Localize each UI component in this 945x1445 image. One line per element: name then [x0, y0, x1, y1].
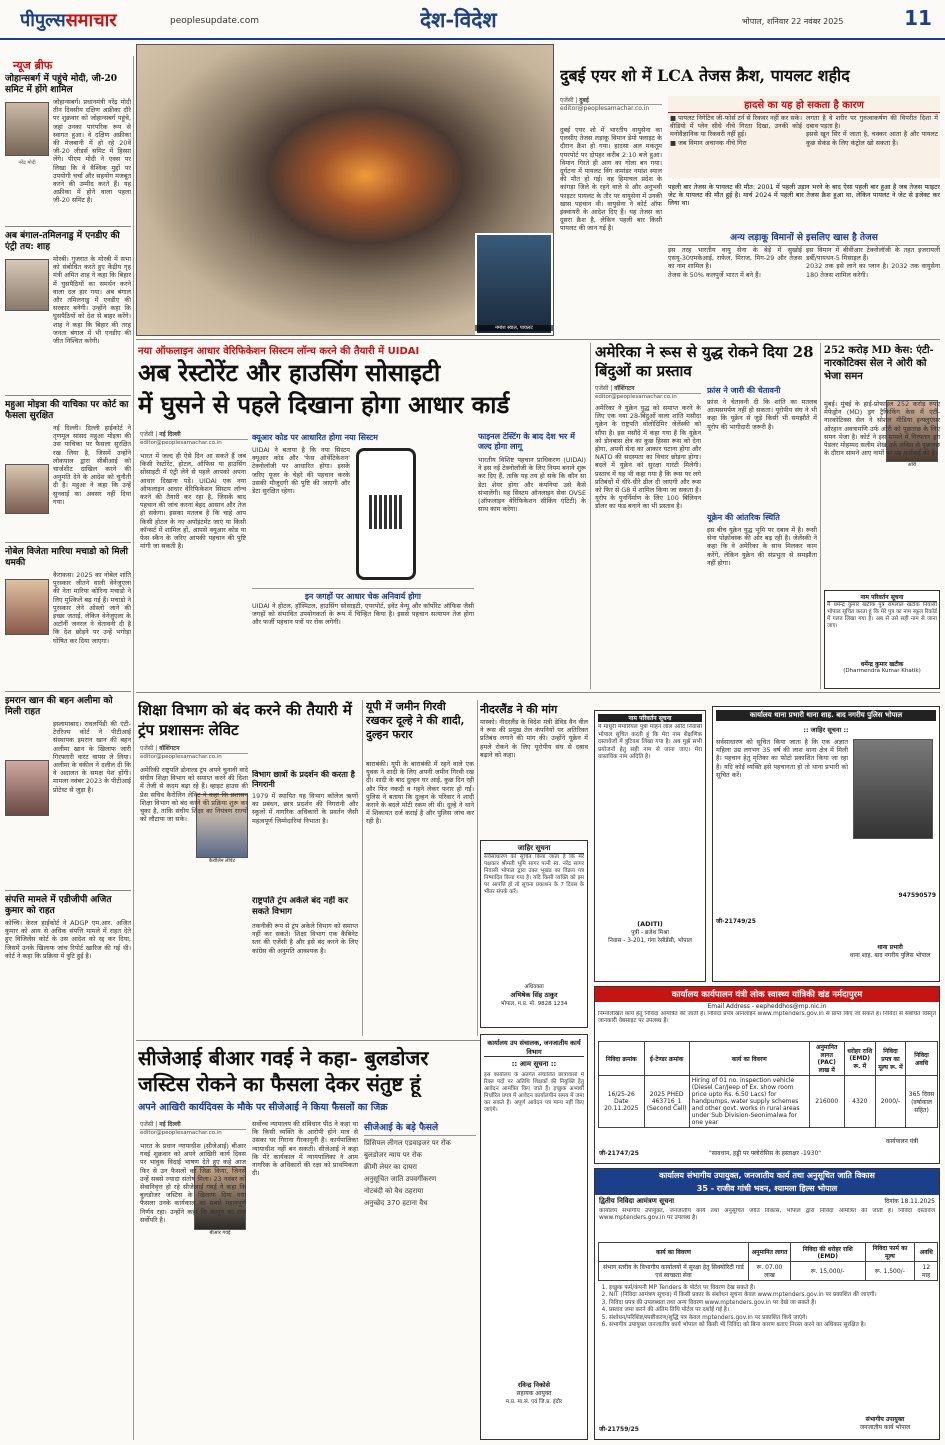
pilot-inset-photo	[475, 233, 553, 335]
brief-5-headline: इमरान खान की बहन अलीमा को मिली राहत	[5, 696, 113, 717]
phed-tender-slogan: "सावधान, हड्डी पर फ्लोरोसिस के हस्ताक्षर -1930"	[708, 1150, 822, 1157]
name-change-signatory: धर्मेन्द्र कुमार खटीक	[860, 661, 904, 668]
tribal-tender-signature	[835, 1415, 935, 1431]
brief-3-headline: महुआ मोइत्रा की याचिका पर कोर्ट का फैसला सुरक्षित	[5, 400, 129, 421]
col-tender-no: निविदा क्रमांक	[599, 1042, 645, 1076]
news-brief-column	[5, 56, 131, 1440]
term-item: 2. NIT (निविदा आमंत्रण सूचना) में किसी प्रकार के संशोधन सूचना केवल www.mptenders.gov.in पर प्रकाशित की जाएगी।	[609, 1292, 935, 1299]
cause-item: लगता है वे शरीर पर गुरुत्वाकर्षण की विपरीत दिशा में दबाव पड़ता है।	[806, 114, 938, 131]
column-rule	[362, 700, 363, 1036]
col-emd: धरोहर राशि (EMD) रू. में	[844, 1042, 875, 1076]
us-sub1-heading: फ्रांस ने जारी की चेतावनी	[707, 386, 781, 395]
tribal-office-subtitle: :: आम सूचना ::	[511, 1060, 557, 1068]
cause-list-right	[806, 114, 938, 176]
column-rule	[820, 343, 821, 689]
cause-item: ■ जब विमान अचानक नीचे गिरा	[670, 138, 747, 147]
cell: 12 माह	[915, 1262, 938, 1281]
divider	[5, 226, 131, 227]
nl-body: मास्को। नीदरलैंड के विदेश मंत्री डेविड वैन वील ने रूस की प्रमुख तेल कंपनियों पर अतिरिक्त प्रतिबंध लगाने की मांग की। उन्होंने यूक्रेन में हमले रोकने के लिए यूरोपीय संघ से दबाव बढ़ाने को कहा।	[480, 718, 588, 759]
name-change-notice-address: निवास - 3-201, गंगा रेसीडेंसी, भोपाल	[608, 938, 692, 944]
name-change-notice	[594, 710, 706, 982]
tribal-tender-date: दिनांक 18.11.2025	[884, 1198, 935, 1205]
us-agency: एजेंसी	[595, 385, 609, 392]
aadhaar-sub1-body: UIDAI ने बताया है कि नया सिस्टम क्यूआर कोड और 'फेस ऑथेंटिकेशन' टेक्नोलॉजी पर आधारित होगा। इसके जरिए यूजर के चेहरे की पहचान करके उसकी मौजूदगी की पुष्टि की जाएगी और डेटा सुरक्षित रहेगा।	[252, 446, 350, 496]
phed-tender-notice	[594, 986, 940, 1164]
aadhaar-sub1-heading: क्यूआर कोड पर आधारित होगा नया सिस्टम	[252, 433, 378, 442]
col-work-desc: कार्य का विवरण	[599, 1243, 749, 1262]
cji-byline: एजेंसी | नई दिल्ली	[140, 1120, 246, 1130]
edu-email: editor@peoplesamachar.co.in	[140, 754, 222, 760]
aadhaar-body: भारत में जल्द ही ऐसे दिन आ सकते हैं जब किसी रेस्टोरेंट, होटल, ऑफिस या हाउसिंग सोसाइटी में एंट्री लेने से पहले आपको अपना आधार दिखाना पड़े। UIDAI एक नया ऑफलाइन आधार वेरिफिकेशन सिस्टम लॉन्च करने की तैयारी कर रहा है, जिसके बाद पहचान की जांच करना बेहद आसान और तेज हो सकेगा। इसका मतलब है कि चाहे आप किसी होटल के नए अपॉइंटमेंट जाएं या किसी कॉन्सर्ट में शामिल हों, आपसे क्यूआर कोड या फेस स्कैन के जरिए आपकी पहचान की पुष्टि मांगी जा सकती है।	[140, 452, 246, 551]
edu-agency: एजेंसी	[140, 745, 154, 752]
brief-6-headline: संपत्ति मामले में एडीजीपी अजित कुमार को राहत	[5, 895, 112, 916]
brief-3-body: नई दिल्ली। दिल्ली हाईकोर्ट ने तृणमूल सांसद महुआ मोइत्रा की उस याचिका पर फैसला सुरक्षित रख लिया है, जिसमें उन्होंने लोकपाल द्वारा सीबीआई को चार्जशीट दाखिल करने की अनुमति देने के आदेश को चुनौती दी है। महुआ ने कहा कि उन्हें सुनवाई का अवसर नहीं दिया गया।	[53, 424, 131, 506]
cell: Hiring of 01 no. inspection vehicle (Diesel Car/Jeep of Ex. show room price upto Rs. 6.50 Lacs) for handpumps, water supply schemes and other govt. works in rural areas under Sub Division-Seonimalwa for one year	[689, 1076, 809, 1128]
tribal-office-notice	[480, 1034, 588, 1440]
tribal-tender-signer: संभागीय उपायुक्त	[865, 1416, 905, 1423]
name-change-signatory-en: (Dharmendra Kumar Khatik)	[843, 668, 921, 674]
us-sub1-body: फ्रांस ने चेतावनी दी कि शांति का मतलब आत्मसमर्पण नहीं हो सकता। यूरोपीय संघ ने भी कहा कि यूक्रेन से जुड़े किसी भी समझौते में यूरोप की भागीदारी जरूरी है।	[707, 398, 817, 431]
section-rule	[136, 339, 940, 340]
aadhaar-headline-2: में घुसने से पहले दिखाना होगा आधार कार्ड	[138, 390, 510, 419]
divider	[5, 890, 131, 891]
column-rule	[133, 56, 134, 1440]
tribal-office-signer: रविन्द्र निकोसे	[517, 1381, 551, 1389]
police-notice	[712, 706, 940, 982]
term-item: 4. प्रस्ताव जमा करने की अंतिम तिथि पोर्टल पर दर्शाई गई है।	[609, 1307, 935, 1314]
cji-place: नई दिल्ली	[159, 1121, 181, 1128]
special-list-right	[806, 246, 940, 334]
brief-1-body: जोहान्सबर्ग। प्रधानमंत्री नरेंद्र मोदी तीन दिवसीय दक्षिण अफ्रीका दौरे पर शुक्रवार को जोहान्सबर्ग पहुंचे, जहां उनका पारंपरिक रूप से स्वागत हुआ। वे दक्षिण अफ्रीका की मेजबानी में हो रहे 20वें जी-20 लीडर्स समिट में हिस्सा लेंगे। पीएम मोदी ने एक्स पर लिखा कि वे वैश्विक मुद्दों पर उपयोगी चर्चा और सहयोग मजबूत करने की उम्मीद करते हैं। यह अफ्रीका में होने वाला पहला जी-20 समिट है।	[53, 98, 131, 205]
us-place: वॉशिंगटन	[614, 385, 635, 392]
qr-code-icon	[369, 495, 403, 529]
special-item: इस विमान में बीवीआर टेक्नोलॉजी के तहत इजरायली डर्बी/पायथन-5 मिसाइल हैं।	[806, 246, 940, 263]
tejas-body: दुबई एयर शो में भारतीय वायुसेना का एलसीए तेजस लड़ाकू विमान डेमो फ्लाइट के दौरान क्रैश हो गया। हादसा अल मकतूम एयरपोर्ट पर दोपहर करीब 2:10 बजे हुआ। विमान गिरते ही आग का गोला बन गया। दुर्घटना में पायलट विंग कमांडर नमांश स्याल की मौत हो गई। वह हिमाचल प्रदेश के कांगड़ा जिले के रहने वाले थे और अनुभवी फाइटर पायलट के तौर पर वायुसेना में उनकी खास पहचान थी। वायुसेना ने कोर्ट ऑफ इंक्वायरी के आदेश दिए हैं। यह तेजस का दूसरा क्रैश है, लेकिन पहली बार किसी पायलट की जान गई है।	[560, 126, 662, 233]
leavitt-caption: कैरोलिन लेविट	[196, 858, 248, 864]
police-notice-ref: जी-21749/25	[716, 918, 756, 925]
ori-caption: ओरी	[907, 462, 917, 468]
decision-item: अनुसूचित जाति उपवर्गीकरण	[364, 1175, 437, 1183]
col-emd: निविदा की धरोहर राशि (EMD)	[791, 1243, 865, 1262]
edu-body: अमेरिकी राष्ट्रपति डोनाल्ड ट्रंप अपने चुनावी वादे संघीय शिक्षा विभाग को समाप्त करने की दिशा में तेजी से कदम बढ़ा रहे हैं। व्हाइट हाउस की प्रेस सचिव कैरोलिन लेविट ने कहा कि प्रशासन शिक्षा विभाग को बंद करने की प्रक्रिया शुरू कर चुका है, ताकि संघीय शिक्षा का नियंत्रण राज्यों को लौटाया जा सके।	[140, 766, 248, 824]
brief-5-body: इस्लामाबाद। रावलपिंडी की एंटी-टेररिज्म कोर्ट ने पीटीआई संस्थापक इमरान खान की बहन अलीमा खान के खिलाफ जारी गिरफ्तारी वारंट वापस ले लिया। अलीमा के वकील ने दलील दी कि वे अदालत के समक्ष पेश होंगी। मामला नवंबर 2023 के पीटीआई प्रोटेस्ट से जुड़ा है।	[53, 720, 131, 794]
tejas-place: दुबई	[579, 97, 589, 104]
tribal-office-ref: म.प्र. मा.सं. एवं जि.प्र. इंदौर	[505, 1399, 563, 1405]
police-notice-subtitle: :: जाहिर सूचना ::	[803, 726, 849, 734]
brief-2-body: मोरबी। गुजरात के मोरबी में सभा को संबोधित करते हुए केंद्रीय गृह मंत्री अमित शाह ने कहा कि बिहार में घुसपैठियों का समर्थन करने वाला दल हार गया। अब बंगाल और तमिलनाडु में एनडीए की सरकार बनेगी। उन्होंने कहा कि घुसपैठियों को देश से बाहर करेंगे। शाह ने कहा कि बिहार की तरह जनता बंगाल में भी एनडीए की जीत निश्चित करेगी।	[53, 255, 131, 346]
edu-place: वॉशिंगटन	[159, 745, 180, 752]
tribal-tender-ref: जी-21759/25	[599, 1426, 639, 1433]
special-item: इस तरह भारतीय वायु सेना के बेड़े में सुखोई एसयू-30एमकेआई, राफेल, मिराज, मिग-29 और तेजस का नाम शामिल है।	[668, 246, 802, 271]
decision-item: प्रिंसिपल लीगल एडवाइजर पर रोक	[364, 1139, 451, 1147]
col-work-desc: कार्य का विवरण	[689, 1042, 809, 1076]
aadhaar-sub3-heading: इन जगहों पर आधार चेक अनिवार्य होगा	[252, 588, 474, 602]
term-item: 6. संभागीय उपायुक्त जनजातीय कार्य भोपाल को किसी भी निविदा को बिना कारण बताए निरस्त करने का अधिकार सुरक्षित है।	[609, 1322, 935, 1329]
decision-item: बुलडोजर न्याय पर रोक	[364, 1151, 422, 1159]
brief-1-headline: जोहान्सबर्ग में पहुंचे मोदी, जी-20 समिट में होंगे शामिल	[5, 74, 118, 95]
tejas-special-box	[668, 228, 940, 336]
police-notice-title: कार्यालय थाना प्रभारी थाना शाह. बाद नगरीय पुलिस भोपाल	[716, 710, 936, 721]
cell: 2025 PHED 463716_1 (Second Call)	[644, 1076, 689, 1128]
police-notice-signer-office: थाना शाह. बाद नगरीय पुलिस भोपाल	[849, 952, 931, 959]
edu-sub1-heading: विभाग छात्रों के प्रदर्शन की करता है निगरानी	[252, 770, 355, 789]
decision-item: नोटबंदी को वैध ठहराया	[364, 1187, 424, 1195]
divider	[5, 542, 131, 543]
us-byline: एजेंसी | वॉशिंगटन	[595, 384, 701, 394]
edu-sub2-body: तकनीकी रूप से ट्रंप अकेले विभाग को समाप्त नहीं कर सकते। शिक्षा विभाग एक कैबिनेट स्तर की एजेंसी है और इसे बंद करने के लिए कांग्रेस की अनुमति आवश्यक है।	[252, 922, 358, 955]
cell: 216000	[809, 1076, 844, 1128]
phed-tender-table	[598, 1041, 938, 1128]
police-notice-signature	[843, 943, 937, 959]
name-change-body: मैं धर्मेन्द्र कुमार खटीक पुत्र रामलाल खटीक निवासी भोपाल सूचित करता हूं कि मेरे पुत्र का नाम स्कूल रिकॉर्ड में गलत लिखा गया है। अब से उसे सही नाम से जाना जाए।	[827, 602, 937, 629]
cji-body: भारत के प्रधान न्यायाधीश (सीजेआई) बीआर गवई शुक्रवार को अपने आखिरी कार्य दिवस पर भावुक विदाई भाषण देते हुए कहे आज फिर से उन फैसलों का जिक्र किया, जिनसे उन्हें सबसे ज्यादा संतोष मिला। 23 नवंबर को सेवानिवृत्त हो रहे सीजेआई गवई ने कहा कि बुलडोजर जस्टिस के खिलाफ दिया गया फैसला उनके कार्यकाल का सबसे महत्वपूर्ण निर्णय रहा। उन्होंने कहा कि कानून का राज सर्वोपरि है।	[140, 1142, 246, 1224]
name-change-notice-title: नाम परिवर्तन सूचना	[598, 714, 702, 722]
aadhaar-email: editor@peoplesamachar.co.in	[140, 440, 222, 446]
cji-headline-1: सीजेआई बीआर गवई ने कहा- बुलडोजर	[138, 1046, 429, 1070]
brand-name: पीपुल्स	[20, 10, 66, 31]
public-notice-title: जाहिर सूचना	[484, 844, 584, 854]
cell: 2000/-	[875, 1076, 905, 1128]
public-notice-body: सर्वसाधारण को सूचित किया जाता है कि मेरे पक्षकार श्रीमती भूमि सागर पत्नी स्व. नरेंद्र सागर निवासी भोपाल द्वारा उक्त भूखंड का विक्रय पत्र निष्पादित किया गया है। यदि किसी व्यक्ति को इस पर आपत्ति हो तो सूचना प्रकाशन के 7 दिवस के भीतर संपर्क करें।	[484, 854, 584, 895]
tribal-tender-title: कार्यालय संभागीय उपायुक्त, जनजातीय कार्य तथा अनुसूचित जाति विकास	[595, 1169, 939, 1182]
edu-story	[140, 766, 248, 1036]
term-item: 3. निविदा प्रपत्र की उपलब्धता तथा अन्य विवरण www.mptenders.gov.in पर देखे जा सकते हैं।	[609, 1300, 935, 1307]
cji-decisions-box	[364, 1120, 476, 1440]
md-body: मुंबई। मुंबई के हाई-प्रोफाइल 252 करोड़ रुपए मेफेड्रोन (MD) ड्रग ट्रैफिकिंग केस में एंटी-नारकोटिक्स सेल ने सोशल मीडिया इन्फ्लुएंसर ओरहान अवत्रामणि उर्फ ओरी को पूछताछ के लिए समन भेजा है। कोर्ट ने इस मामले में गिरफ्तार ड्रग पेडलर मोहम्मद सलीम शेख उर्फ लविश से पूछताछ के दौरान सामने आए नामों पर यह कार्रवाई की है।	[824, 400, 940, 458]
cell: 365 दिवस (वर्षाकाल सहित)	[906, 1076, 938, 1128]
name-change-title: नाम परिवर्तन सूचना	[827, 593, 937, 602]
deceased-woman-photo	[853, 739, 933, 839]
tribal-tender-terms	[595, 1283, 939, 1329]
pilot-caption: नमांश स्याल, पायलट	[475, 325, 553, 331]
name-change-notice-body: मैं माधुरी मेमोरियल पुत्री मोहन लाल आदि निवासी भोपाल सूचित करती हूं कि मेरा नाम शैक्षणिक दस्तावेजों में त्रुटिवश लिखा गया है। अब मुझे सभी प्रयोजनों हेतु सही नाम से जाना जाए। मेरा वास्तविक नाम अदिति है।	[598, 724, 702, 761]
brief-4-body: कैराकस। 2025 का नोबेल शांति पुरस्कार जीतने वाली वेनेजुएला की नेता मारिया कोरिना मचाडो ने लिए मुश्किलें बढ़ गई हैं। मचाडो ने पुरस्कार लेने ओस्लो जाने की इच्छा जताई, लेकिन वेनेजुएला के अटॉर्नी जनरल ने चेतावनी दी है कि देश छोड़ने पर उन्हें भगोड़ा घोषित कर दिया जाएगा।	[53, 571, 131, 645]
column-rule	[590, 343, 591, 689]
table-row	[599, 1076, 938, 1128]
page-number: 11	[904, 6, 932, 30]
decisions-heading: सीजेआई के बड़े फैसले	[364, 1120, 476, 1136]
special-item: तेजस के 50% कलपुर्जे भारत में बने हैं।	[668, 270, 761, 279]
cause-box-heading: हादसे का यह हो सकता है कारण	[668, 96, 940, 113]
special-item: 2032 तक इसे लाने का प्लान है। 2032 तक वायुसेना 180 तेजस शामिल करेगी।	[806, 262, 940, 279]
tribal-tender-notice	[594, 1168, 940, 1440]
dateline: भोपाल, शनिवार 22 नवंबर 2025	[742, 17, 844, 26]
cell: संभाग स्तरीय के विभागीय कार्यालयों में सुरक्षा हेतु सिक्योरिटी गार्ड एवं स्वच्छता सेवा	[599, 1262, 749, 1281]
col-duration: निविदा अवधि	[906, 1042, 938, 1076]
col-form-price: निविदा फार्म का मूल्य	[865, 1243, 915, 1262]
website[interactable]: peoplesupdate.com	[170, 16, 259, 26]
tribal-office-body: इस कार्यालय के अंतर्गत संचालित छात्रावासों में रिक्त पदों पर अतिथि शिक्षकों की नियुक्ति हेतु आवेदन आमंत्रित किए जाते हैं। इच्छुक अभ्यर्थी निर्धारित प्रपत्र में आवेदन कार्यालयीन समय में जमा कर सकते हैं। अपूर्ण आवेदन पत्र मान्य नहीं किए जाएंगे।	[484, 1072, 584, 1113]
divider	[5, 691, 131, 692]
cji-email: editor@peoplesamachar.co.in	[140, 1130, 222, 1136]
aadhaar-kicker: नया ऑफलाइन आधार वेरिफिकेशन सिस्टम लॉन्च करने की तैयारी में UIDAI	[138, 346, 420, 357]
brief-4-headline: नोबेल विजेता मारिया मचाडो को मिली धमकी	[5, 547, 128, 568]
cell: रू. 07.00 लाख	[749, 1262, 791, 1281]
divider	[5, 395, 131, 396]
edu-sub2-heading: राष्ट्रपति ट्रंप अकेले बंद नहीं कर सकते विभाग	[252, 896, 349, 917]
us-email: editor@peoplesamachar.co.in	[595, 394, 677, 400]
aadhaar-byline: एजेंसी | नई दिल्ली	[140, 430, 248, 440]
public-notice-advocate-label: अधिवक्ता	[524, 984, 544, 990]
aadhaar-place: नई दिल्ली	[159, 431, 181, 438]
aadhaar-sub2-body: भारतीय विशिष्ट पहचान प्राधिकरण (UIDAI) ने इस नई टेक्नोलॉजी के लिए नियम बनाने शुरू कर दिए हैं, ताकि यह तय हो सके कि कौन सा डेटा शेयर होगा और कंपनियां उसे कैसे संभालेंगी। यह सिस्टम ऑनलाइन सेवा OVSE (ऑफलाइन वेरिफिकेशन सीकिंग एंटिटी) के साथ काम करेगा।	[478, 456, 586, 514]
cji-body-2: सर्वोच्च न्यायालय की संविधान पीठ ने कहा था कि किसी व्यक्ति के आरोपी होने मात्र से उसका घर गिराना गैरकानूनी है। कार्यपालिका न्यायाधीश नहीं बन सकती। सीजेआई ने कहा कि मेरे कार्यकाल में न्यायपालिका ने आम नागरिक के अधिकारों की रक्षा को प्राथमिकता दी।	[252, 1120, 358, 1178]
police-notice-body: सर्वसाधारण को सूचित किया जाता है कि एक अज्ञात महिला उम्र लगभग 35 वर्ष की लाश थाना क्षेत्र में मिली है। पहचान हेतु मृतिका का फोटो प्रकाशित किया जा रहा है। यदि कोई व्यक्ति इसे पहचानता हो तो थाना प्रभारी को सूचित करें।	[716, 738, 848, 779]
col-cost: अनुमानित लागत	[749, 1243, 791, 1262]
aadhaar-phone-graphic	[356, 448, 416, 580]
brand-logo[interactable]	[20, 8, 160, 32]
aadhaar-headline-1: अब रेस्टोरेंट और हाउसिंग सोसाइटी	[138, 358, 441, 387]
phed-tender-email[interactable]: Email Address - eepheddhos@mp.nic.in	[707, 1003, 827, 1010]
aadhaar-sub3-body: UIDAI ने होटल, हॉस्पिटल, हाउसिंग सोसाइटी, एयरपोर्ट, इवेंट वेन्यू और कॉर्पोरेट ऑफिस जैसी जगहों को संभावित उपयोगकर्ता के रूप में चिन्हित किया है। इससे पहचान सत्यापन तेज होगा और फर्जी पहचान पत्रों पर रोक लगेगी।	[252, 602, 474, 627]
term-item: 1. इच्छुक फर्म/कंपनी MP Tenders के पोर्टल पर विवरण देख सकते हैं।	[609, 1285, 935, 1292]
section-rule	[136, 692, 940, 693]
tribal-tender-signer-office: जनजातीय कार्य भोपाल	[859, 1424, 911, 1431]
tribal-office-title: कार्यालय उप संचालक, जनजातीय कार्य विभाग	[484, 1038, 584, 1057]
us-sub2-body: इस बीच यूक्रेन युद्ध भूमि पर दबाव में है। रूसी सेना पोक्रोवस्क की ओर बढ़ रही है। जेलेंस्की ने कहा कि वे अमेरिका के साथ मिलकर काम करेंगे, लेकिन यूक्रेन की संप्रभुता से समझौता नहीं होगा।	[707, 526, 817, 567]
up-body: बाराबंकी। यूपी के बाराबंकी में रहने वाले एक युवक ने शादी के लिए अपनी जमीन गिरवी रख दी। शादी के बाद दुल्हन घर आई, कुछ दिन रही और फिर नकदी व गहने लेकर फरार हो गई। पुलिस ने बताया कि दुल्हन के परिवार ने शादी कराने के बदले मोटी रकम ली थी। दूल्हे ने थाने में शिकायत दर्ज कराई है और पुलिस जांच कर रही है।	[366, 760, 474, 826]
tribal-tender-title-2: 35 - राजीव गांधी भवन, श्यामला हिल्स भोपाल	[595, 1182, 939, 1195]
cji-deck: अपने आखिरी कार्यदिवस के मौके पर सीजेआई ने किया फैसलों का जिक्र	[138, 1102, 388, 1113]
brief-1-caption: नरेंद्र मोदी	[5, 160, 49, 166]
md-headline: 252 करोड़ MD केस: एंटी-नारकोटिक्स सेल ने ओरी को भेजा समन	[824, 345, 934, 382]
police-notice-signer: थाना प्रभारी	[877, 944, 903, 951]
decision-item: अनुच्छेद 370 हटाना वैध	[364, 1199, 428, 1207]
column-rule	[477, 700, 478, 1036]
edu-sub1-body: 1979 में स्थापित यह विभाग कॉलेज ऋणों का प्रबंधन, छात्र प्रदर्शन की निगरानी और स्कूलों में नागरिक अधिकारों के प्रवर्तन जैसी महत्वपूर्ण जिम्मेदारियां निभाता है।	[252, 792, 358, 825]
us-headline: अमेरिका ने रूस से युद्ध रोकने दिया 28 बिंदुओं का प्रस्ताव	[595, 343, 814, 380]
nl-headline: नीदरलैंड ने की मांग	[480, 703, 558, 716]
aadhaar-agency: एजेंसी	[140, 431, 154, 438]
tejas-email: editor@peoplesamachar.co.in	[560, 104, 662, 112]
public-notice-address: भोपाल, म.प्र. मो. 9828 1234	[500, 1001, 568, 1007]
special-list-left	[668, 246, 802, 334]
cji-agency: एजेंसी	[140, 1121, 154, 1128]
phed-tender-title: कार्यालय कार्यपालन यंत्री लोक स्वास्थ्य यांत्रिकी खंड नर्मदापुरम	[595, 987, 939, 1002]
tribal-tender-body: कार्यालय संभागीय उपायुक्त, जनजातीय कार्य तथा अनुसूचित जाति विकास, भोपाल द्वारा निविदा आमंत्रित की जाती है। निविदा दस्तावेज www.mptenders.gov.in पर उपलब्ध है।	[599, 1208, 935, 1222]
tribal-office-signer-title: सहायक आयुक्त	[516, 1390, 552, 1397]
edu-headline: शिक्षा विभाग को बंद करने की तैयारी में ट्रंप प्रशासनः लेविट	[138, 701, 352, 739]
us-body: अमेरिका ने यूक्रेन युद्ध को समाप्त करने के लिए एक नया 28-बिंदुओं वाला शांति मसौदा यूक्रेन के राष्ट्रपति वोलोदिमिर जेलेंस्की को सौंपा है। इस मसौदे में कहा गया है कि यूक्रेन को डोनबास क्षेत्र का कुछ हिस्सा रूस को देना होगा, अपनी सेना का आकार घटाना होगा और NATO की सदस्यता का विचार छोड़ना होगा। बदले में यूक्रेन को सुरक्षा गारंटी मिलेगी। प्रस्ताव में यह भी कहा गया है कि रूस पर लगे प्रतिबंधों में धीरे-धीरे ढील दी जाएगी और रूस को फिर से G8 में शामिल किया जा सकता है। यूरोप के पुनर्निर्माण के लिए 100 बिलियन डॉलर का फंड बनाने का भी प्रस्ताव है।	[595, 404, 701, 511]
aadhaar-sub2-heading: फाइनल टेस्टिंग के बाद देश भर में जल्द होगा लागू	[478, 432, 575, 451]
up-headline: यूपी में जमीन गिरवी रखकर दूल्हे ने की शादी, दुल्हन फरार	[366, 700, 465, 741]
tejas-byline: एजेंसी | दुबई editor@peoplesamachar.co.in	[560, 96, 662, 112]
cell: रू. 15,000/-	[791, 1262, 865, 1281]
name-change-notice-2	[824, 590, 940, 689]
police-notice-phone[interactable]: 947590579	[898, 892, 936, 899]
term-item: 5. संशोधन/परिशिष्ट/स्पष्टीकरण/शुद्धि पत्र केवल mptenders.gov.in पर प्रकाशित किये जाएंगे।	[609, 1315, 935, 1322]
news-brief-label: न्यूज ब्रीफ	[13, 59, 53, 72]
tribal-tender-table	[598, 1242, 938, 1281]
cell: रू. 1,500/-	[865, 1262, 915, 1281]
cell: 4320	[844, 1076, 875, 1128]
col-etender-no: ई-टेण्डर क्रमांक	[644, 1042, 689, 1076]
brief-2-headline: अब बंगाल-तमिलनाडु में एनडीए की एंट्री तय: शाह	[5, 231, 120, 252]
us-sub2-heading: यूक्रेन की आंतरिक स्थिति	[707, 513, 780, 522]
tejas-headline: दुबई एयर शो में LCA तेजस क्रैश, पायलट शहीद	[560, 66, 850, 85]
table-row	[599, 1262, 938, 1281]
tribal-tender-heading: द्वितीय निविदा आमंत्रण सूचना	[599, 1197, 675, 1205]
phed-tender-ref: जी-21747/25	[599, 1150, 639, 1157]
tejas-agency: एजेंसी	[560, 97, 574, 104]
tejas-first-death: पहली बार तेजस के पायलट की मौत: 2001 में पहली उड़ान भरने के बाद ऐसा पहली बार हुआ है जब तेजस फाइटर जेट के पायलट की मौत हुई है। मार्च 2024 में पहली बार तेजस क्रैश हुआ था, लेकिन पायलट ने जेट से इजेक्ट कर लिया था।	[668, 183, 940, 208]
name-change-notice-relation: पुत्री - ब्रजेश मिश्रा	[631, 930, 669, 936]
col-duration: अवधि	[915, 1243, 938, 1262]
col-cost: अनुमानित लागत (PAC) लाख में	[809, 1042, 844, 1076]
public-notice	[480, 840, 588, 1028]
cell: 16/25-26 Date 20.11.2025	[599, 1076, 645, 1128]
brief-6-body: कोच्चि। केरल हाईकोर्ट ने ADGP एम.आर. अजित कुमार को आय से अधिक संपत्ति मामले में राहत देते हुए विजिलेंस कोर्ट के उस आदेश को रद्द कर दिया, जिसमें उनके खिलाफ जांच रिपोर्ट खारिज की गई थी। कोर्ट ने कहा कि प्रक्रिया में त्रुटि हुई है।	[5, 919, 131, 960]
brand-name-2: समाचार	[65, 10, 117, 31]
cause-item: ■ पायलट निगेटिव जी-फोर्स टर्न से रिकवर नहीं कर सके। वीडियो में प्लेन सीधे नीचे गिरता दिखा, उनकी कोई मनोवैज्ञानिक या रिकवरी नहीं हुई।	[670, 114, 802, 139]
edu-byline: एजेंसी | वॉशिंगटन	[140, 744, 248, 754]
name-change-notice-name: (ADITI)	[637, 920, 663, 928]
phed-tender-body: निम्नलिखित कार्य हेतु निविदा आमंत्रित की जाती है। निविदा प्रपत्र ऑनलाइन www.mptenders.gov.in से प्राप्त किए जा सकते हैं। निविदा से संबंधित विस्तृत जानकारी वेबसाइट पर उपलब्ध है।	[598, 1011, 936, 1025]
decision-item: क्रीमी लेयर का दायरा	[364, 1163, 417, 1171]
cause-item: इससे खून सिर में जाता है, चक्कर आता है और पायलट कुछ सेकंड के लिए कंट्रोल खो सकता है।	[806, 130, 938, 147]
cause-list-left	[670, 114, 802, 176]
col-form-price: निविदा प्रपत्र का मूल्य रू. में	[875, 1042, 905, 1076]
cji-story	[140, 1142, 246, 1440]
public-notice-advocate: अभिषेक सिंह ठाकुर	[510, 991, 558, 999]
section-title: देश-विदेश	[420, 7, 497, 32]
tejas-crash-photo	[136, 44, 554, 336]
cji-caption: बीआर गवई	[194, 1230, 246, 1236]
phed-tender-signer: कार्यपालन यंत्री	[885, 1138, 919, 1145]
cji-headline-2: जस्टिस रोकने का फैसला देकर संतुष्ट हूं	[138, 1072, 421, 1096]
tejas-cause-box	[668, 96, 940, 178]
md-story	[824, 400, 940, 586]
masthead	[0, 0, 945, 40]
special-box-heading: अन्य लड़ाकू विमानों से इसलिए खास है तेजस	[668, 228, 940, 246]
